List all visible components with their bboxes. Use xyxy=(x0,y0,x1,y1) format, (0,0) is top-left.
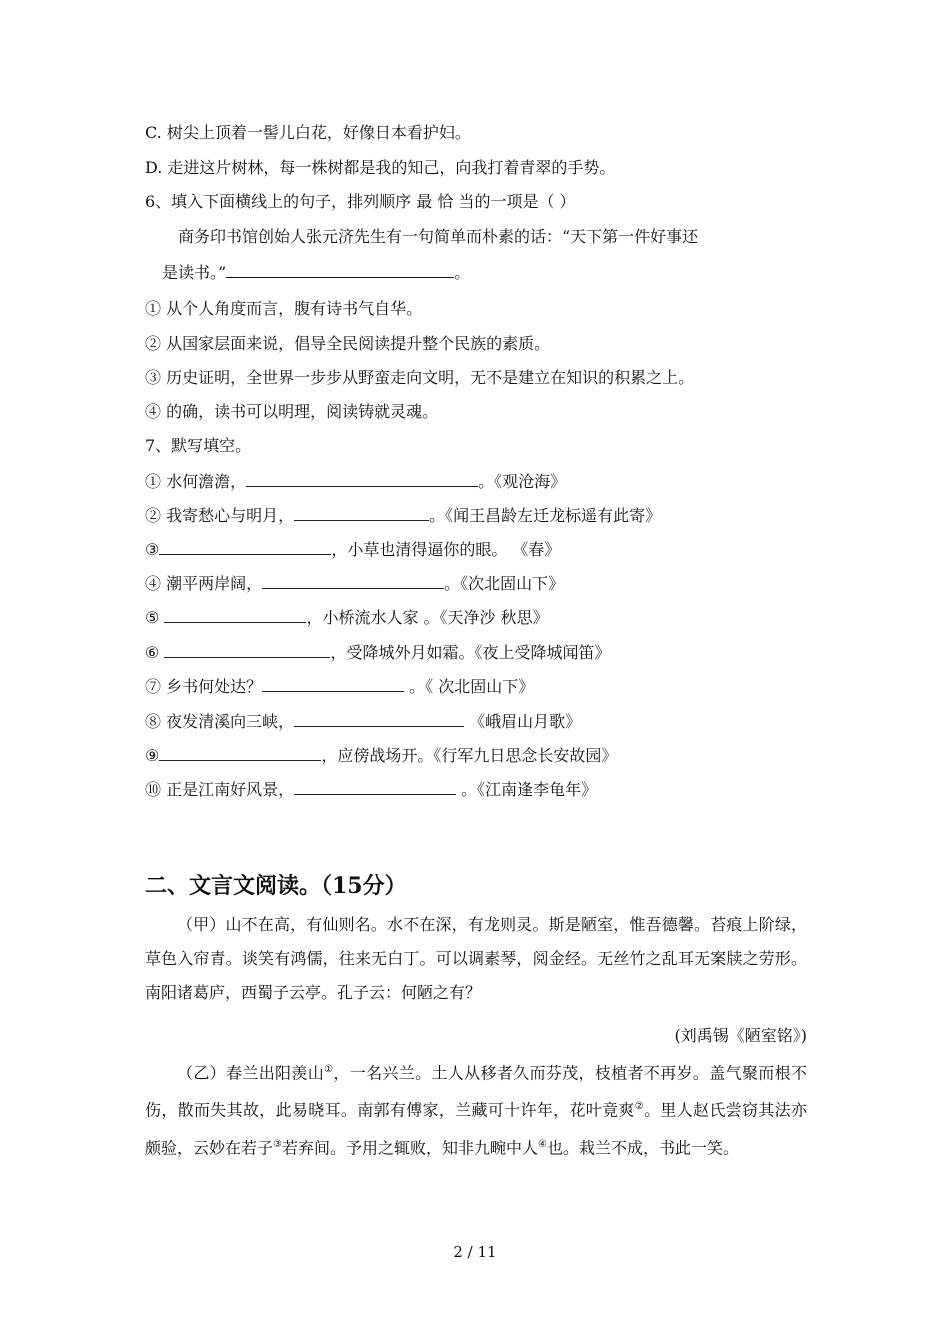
fill-item-4 xyxy=(145,573,564,595)
fill-source: ，小桥流水人家 。《天净沙 秋思》 xyxy=(306,608,549,627)
fill-prompt: ⑦ 乡书何处达？ xyxy=(145,677,263,696)
page-number: 2 / 11 xyxy=(453,1243,497,1261)
q6-option-1: ① 从个人角度而言，腹有诗书气自华。 xyxy=(145,299,423,318)
fill-source: 《峨眉山月歌》 xyxy=(464,712,582,731)
fill-blank[interactable] xyxy=(164,608,306,623)
section-heading: 二、文言文阅读。（15分） xyxy=(145,873,407,899)
footnote-mark: ④ xyxy=(538,1138,547,1150)
fill-blank[interactable] xyxy=(262,574,444,589)
fill-source: 。《 次北固山下》 xyxy=(404,677,535,696)
fill-blank[interactable] xyxy=(246,472,478,487)
q6-option-2: ② 从国家层面来说，倡导全民阅读提升整个民族的素质。 xyxy=(145,334,551,353)
fill-source: ，受降城外月如霜。《夜上受降城闻笛》 xyxy=(330,643,611,662)
q6-passage-line2 xyxy=(162,262,470,284)
passage-jia-source: (刘禹锡《陋室铭》) xyxy=(674,1026,807,1045)
fill-item-3 xyxy=(145,539,560,561)
question-6: 6、填入下面横线上的句子，排列顺序 最 恰 当的一项是（ ） xyxy=(145,192,576,211)
fill-blank[interactable] xyxy=(294,506,429,521)
yi-text: 也。栽兰不成，书此一笑。 xyxy=(546,1137,739,1157)
fill-source: 。《次北固山下》 xyxy=(444,574,565,593)
fill-prompt: ③ xyxy=(145,540,160,559)
fill-prompt: ① 水何澹澹， xyxy=(145,472,247,491)
footnote-mark: ① xyxy=(324,1064,334,1075)
footnote-mark: ② xyxy=(634,1101,645,1113)
yi-text: 若弃间。予用之辄败，知非九畹中人 xyxy=(281,1137,538,1157)
fill-blank[interactable] xyxy=(262,677,404,692)
passage-yi xyxy=(145,1053,807,1165)
fill-prompt: ⑧ 夜发清溪向三峡， xyxy=(145,712,295,731)
q6-answer-blank[interactable] xyxy=(226,263,454,278)
yi-text: （乙）春兰出阳羡山 xyxy=(177,1063,325,1083)
fill-item-2 xyxy=(145,505,661,527)
fill-source: 。《闻王昌龄左迁龙标遥有此寄》 xyxy=(429,506,662,525)
fill-source: 。《观沧海》 xyxy=(478,472,567,491)
fill-item-5 xyxy=(145,607,549,629)
footnote-mark: ③ xyxy=(273,1138,282,1150)
fill-item-6 xyxy=(145,642,610,664)
q6-passage-line1: 商务印书馆创始人张元济先生有一句简单而朴素的话：“天下第一件好事还 xyxy=(178,227,699,246)
q6-passage-text: 是读书。” xyxy=(162,263,227,282)
fill-prompt: ④ 潮平两岸阔， xyxy=(145,574,263,593)
option-d: D. 走进这片树林，每一株树都是我的知己，向我打着青翠的手势。 xyxy=(145,158,616,177)
q6-option-3: ③ 历史证明，全世界一步步从野蛮走向文明，无不是建立在知识的积累之上。 xyxy=(145,368,695,387)
fill-item-7 xyxy=(145,676,534,698)
fill-item-8 xyxy=(145,711,581,733)
fill-item-1 xyxy=(145,471,566,493)
yi-text: 。里人赵氏尝窃其法亦颇验，云妙在若子 xyxy=(145,1100,807,1157)
fill-prompt: ⑩ 正是江南好风景， xyxy=(145,780,295,799)
q6-option-4: ④ 的确，读书可以明理，阅读铸就灵魂。 xyxy=(145,402,439,421)
fill-blank[interactable] xyxy=(294,712,464,727)
fill-source: 。《江南逢李龟年》 xyxy=(456,780,598,799)
q6-passage-end: 。 xyxy=(454,263,471,282)
fill-prompt: ⑤ xyxy=(145,608,165,627)
fill-source: ，应傍战场开。《行军九日思念长安故园》 xyxy=(321,746,618,765)
fill-source: ，小草也清得逼你的眼。 《春》 xyxy=(331,540,561,559)
passage-jia: （甲）山不在高，有仙则名。水不在深，有龙则灵。斯是陋室，惟吾德馨。苔痕上阶绿，草色入帘青。谈笑有鸿儒，往来无白丁。可以调素琴，阅金经。无丝竹之乱耳无案牍之劳形。南阳诸葛庐，西蜀子云亭。孔子云：何陋之有？ xyxy=(145,915,807,1002)
fill-prompt: ⑨ xyxy=(145,746,160,765)
fill-blank[interactable] xyxy=(294,780,456,795)
fill-blank[interactable] xyxy=(164,643,330,658)
option-c: C. 树尖上顶着一髻儿白花，好像日本看护妇。 xyxy=(145,123,471,142)
fill-item-9 xyxy=(145,745,617,767)
fill-item-10 xyxy=(145,779,597,801)
fill-blank[interactable] xyxy=(159,540,331,555)
yi-text: ，一名兴兰。土人从移者久而芬茂，枝植者不再岁。盖气聚而根不伤，散而失其故，此易晓耳。南郭有傅家，兰藏可十许年，花叶竟爽 xyxy=(145,1063,807,1120)
fill-blank[interactable] xyxy=(159,746,321,761)
fill-prompt: ② 我寄愁心与明月， xyxy=(145,506,295,525)
question-7: 7、默写填空。 xyxy=(145,436,252,455)
fill-prompt: ⑥ xyxy=(145,643,165,662)
